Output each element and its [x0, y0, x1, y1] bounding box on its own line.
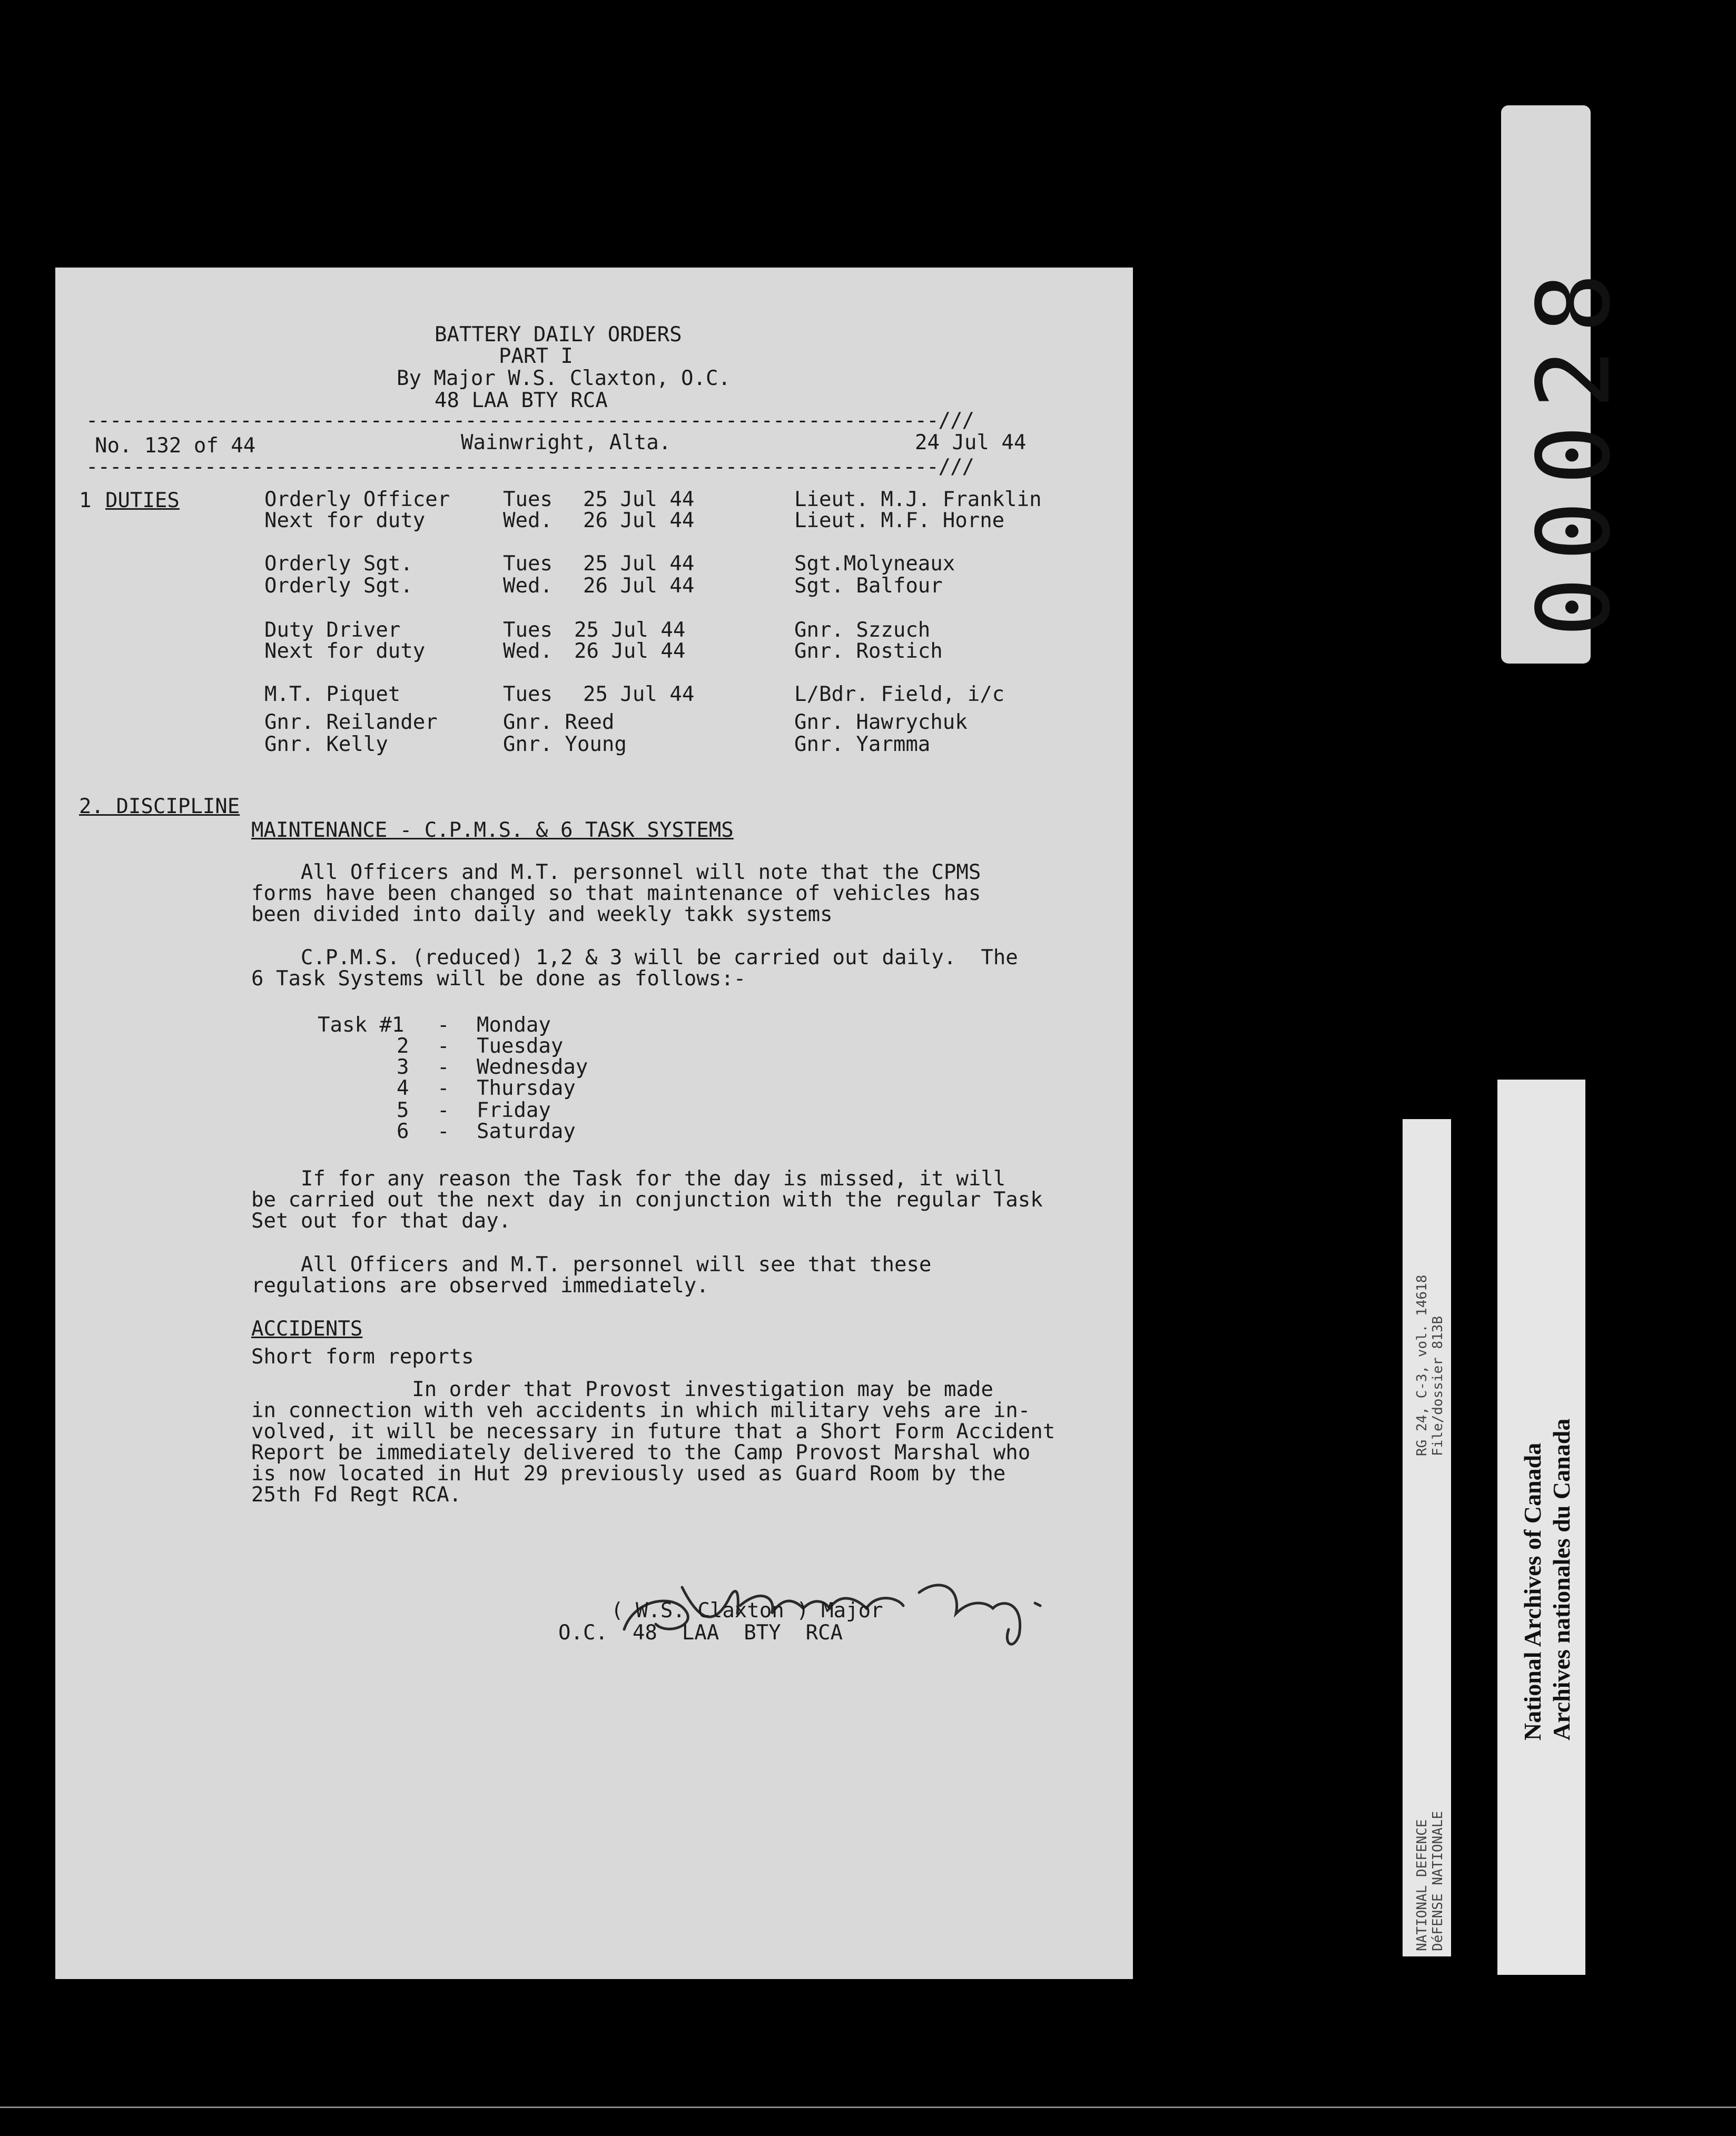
department-line1: NATIONAL DEFENCE	[1414, 1819, 1430, 1951]
archives-line1: National Archives of Canada	[1519, 1442, 1546, 1741]
archive-reference-label	[1403, 1119, 1451, 1956]
reference-line1: RG 24, C-3, vol. 14618	[1414, 1274, 1430, 1456]
reference-line2: File/dossier 813B	[1430, 1316, 1446, 1456]
duties-number: 1	[79, 489, 92, 512]
duties-heading: DUTIES	[105, 489, 180, 512]
order-date: 24 Jul 44	[915, 431, 1027, 454]
header-part: PART I	[499, 344, 573, 368]
header-title: BATTERY DAILY ORDERS	[435, 323, 682, 347]
frame-number-strip	[1501, 105, 1632, 664]
order-number: No. 132 of 44	[95, 434, 256, 458]
header-unit: 48 LAA BTY RCA	[435, 389, 608, 412]
order-place: Wainwright, Alta.	[461, 431, 672, 454]
frame-number: 00028	[1516, 257, 1632, 637]
discipline-heading: 2. DISCIPLINE	[79, 795, 240, 818]
maintenance-heading: MAINTENANCE - C.P.M.S. & 6 TASK SYSTEMS	[251, 818, 734, 842]
archives-line2: Archives nationales du Canada	[1548, 1418, 1575, 1741]
short-form-label: Short form reports	[251, 1345, 474, 1369]
divider-rule-bottom: ------------------------------------------------------------------------///	[86, 456, 974, 478]
bottom-rule	[0, 2107, 1736, 2108]
header-author: By Major W.S. Claxton, O.C.	[397, 367, 731, 390]
signature-name: ( W.S. Claxton ) Major	[611, 1599, 883, 1623]
accidents-heading: ACCIDENTS	[251, 1317, 363, 1341]
document-page: BATTERY DAILY ORDERS PART I By Major W.S. Claxton, O.C. 48 LAA BTY RCA ------------------------------------------------------------------------/// No. 132 of 44 Wainwright, Alta. 24 Jul 44 ------------------------------------------------------------------------/// 1 DUTIES Orderly Officer Tues 25 Jul 44 Lieut. M.J. Franklin Next for duty Wed. 26 Jul 44 Lieut. M.F. Horne Orderly Sgt. Tues 25 Jul 44 Sgt.Molyneaux Orderly Sgt. Wed. 26 Jul 44 Sgt. Balfour Duty Driver Tues 25 Jul 44 Gnr. Szzuch Next for duty Wed. 26 Jul 44 Gnr. Rostich M.T. Piquet Tues 25 Jul 44 L/Bdr. Field, i/c Gnr. Reilander Gnr. Reed Gnr. Hawrychuk Gnr. Kelly Gnr. Young Gnr. Yarmma 2. DISCIPLINE MAINTENANCE - C.P.M.S. & 6 TASK SYSTEMS All Officers and M.T. personnel will note that the CPMS forms have been changed so that maintenance of vehicles has been divided into daily and weekly takk systems C.P.M.S. (reduced) 1,2 & 3 will be carried out daily. The 6 Task Systems will be done as follows:- Task #1 - Monday 2 - Tuesday 3 - Wednesday 4 - Thursday 5 - Friday 6 - Saturday If for any reason the Task for the day is missed, it will be carried out the next day in conjunction with the regular Task Set out for that day. All Officers and M.T. personnel will see that these regulations are observed immediately. ACCIDENTS Short form reports In order that Provost investigation may be made in connection with veh accidents in which military vehs are in- volved, it will be necessary in future that a Short Form Accident Report be immediately delivered to the Camp Provost Marshal who is now located in Hut 29 previously used as Guard Room by the 25th Fd Regt RCA. ( W.S. Claxton ) Major O.C. 48 LAA BTY RCA	[55, 268, 1133, 1979]
divider-rule-top: ------------------------------------------------------------------------///	[86, 410, 974, 432]
national-archives-label	[1497, 1080, 1585, 1975]
signature-title: O.C. 48 LAA BTY RCA	[558, 1621, 843, 1645]
department-line2: DéFENSE NATIONALE	[1430, 1811, 1446, 1951]
